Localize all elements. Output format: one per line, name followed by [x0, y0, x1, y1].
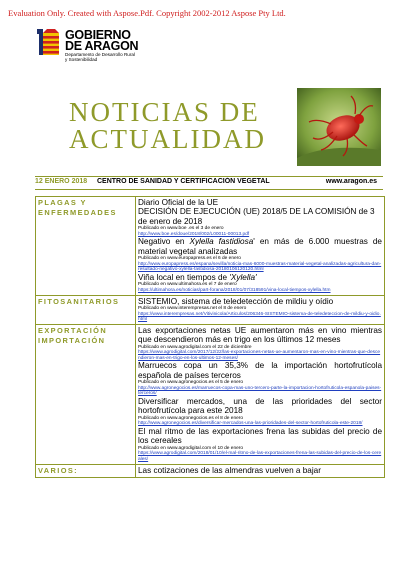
- page-title-line-1: NOTICIAS DE: [69, 97, 260, 127]
- info-bar: [35, 178, 383, 188]
- news-source: Publicado en www.boe .es el 3 de enero: [138, 226, 224, 232]
- news-source: Publicado en www.agrodigital.com el 22 de diciembre: [138, 344, 252, 350]
- logo-department-2: y Sostenibilidad: [65, 57, 98, 62]
- news-source: Publicado en www.agronegocios.es el 8 de enero: [138, 415, 244, 421]
- section-category: PLAGAS Y ENFERMEDADES: [36, 197, 136, 296]
- news-headline: Las cotizaciones de las almendras vuelven a bajar: [138, 465, 321, 475]
- page-title: [69, 99, 266, 153]
- section-row: [36, 197, 385, 296]
- gobierno-aragon-logo: [37, 29, 187, 69]
- watermark: Evaluation Only. Created with Aspose.Pdf. Copyright 2002-2012 Aspose Pty Ltd.: [8, 8, 286, 18]
- news-headline: Marruecos copa un 35,3% de la importación hortofrutícola española de países terceros: [138, 361, 382, 380]
- section-row: [36, 324, 385, 464]
- aragon-flag-icon: [37, 29, 61, 59]
- news-headline: Las exportaciones netas UE aumentaron más en vino mientras que descendieron más en trigo en los últimos 12 meses: [138, 325, 382, 345]
- news-link[interactable]: http://www.boe.es/doue/2018/002/L00011-00013.pdf: [138, 231, 250, 237]
- news-headline: DECISIÓN DE EJECUCIÓN (UE) 2018/5 DE LA COMISIÓN de 3 de enero de 2018: [138, 207, 375, 226]
- section-category: EXPORTACIÓN IMPORTACIÓN: [36, 324, 136, 464]
- news-headline: Diversificar mercados, una de las prioridades del sector hortofrutícola para este 2018: [138, 396, 382, 416]
- section-row: [36, 295, 385, 324]
- news-link[interactable]: http://www.europapress.es/espana/sevilla/noticia-mas-6000-muestras-material-vegetal-analizadas-agricultura-dan-resultado-negativo-xylella-fastidiosa-20180106120120.html: [138, 261, 382, 273]
- news-headline: Viña local en tiempos de 'Xylella': [138, 273, 257, 282]
- news-link[interactable]: http://www.agronegocios.es/marruecos-copa-mas-uno-tercero-parte-la-importacion-hortofruticola-espanola-paises-terceros/: [138, 385, 382, 397]
- section-category: VARIOS:: [36, 464, 136, 477]
- bottom-rule: [35, 189, 383, 190]
- mite-photo: [297, 88, 381, 166]
- section-content: [136, 464, 385, 477]
- section-content: [136, 197, 385, 296]
- news-headline: El mal ritmo de las exportaciones frena las subidas del precio de los cereales: [138, 426, 382, 446]
- logo-line-2: DE ARAGON: [65, 39, 139, 53]
- logo-line-1: GOBIERNO: [65, 28, 131, 42]
- page-title-line-2: ACTUALIDAD: [69, 124, 266, 154]
- news-headline: SISTEMIO, sistema de teledetección de mildiu y oídio: [138, 296, 334, 306]
- logo-department: Departamento de Desarrollo Rural: [65, 52, 135, 57]
- news-source: Publicado en www.ultimahora.es el 7 de enero: [138, 282, 237, 288]
- section-content: [136, 324, 385, 464]
- news-table: [35, 196, 385, 478]
- website-link[interactable]: www.aragon.es: [325, 178, 377, 185]
- news-source: Publicado en www.agronegocios.es el 5 de enero: [138, 380, 244, 386]
- news-source: Publicado en www.europapress.es el 6 de enero: [138, 256, 241, 262]
- news-source: Publicado en www.agrodigital.com el 10 de enero: [138, 445, 244, 451]
- news-headline: Negativo en Xylella fastidiosa' en más de 6.000 muestras de material vegetal analizadas: [138, 237, 382, 256]
- news-link[interactable]: https://www.agrodigital.com/2017/12/22/las-exportaciones-netas-ue-aumentaron-mas-en-vino-mientras-que-descendieron-mas-en-trigo-en-los-ultimos-12-meses/: [138, 350, 381, 361]
- news-link[interactable]: https://www.agrodigital.com/2018/01/10/el-mal-ritmo-de-las-exportaciones-frena-las-subidas-del-precio-de-los-cereales/: [138, 451, 382, 462]
- section-content: [136, 295, 385, 324]
- news-link[interactable]: https://ultimahora.es/noticias/part-forana/2018/01/07/318591/vina-local-tiempos-xylella.htm: [138, 288, 331, 293]
- news-headline: Diario Oficial de la UE: [138, 198, 219, 207]
- news-source: Publicado en www.interempresas.net el 8 de enero: [138, 306, 247, 311]
- top-rule: [35, 176, 383, 177]
- section-row: [36, 464, 385, 477]
- news-link[interactable]: https://www.interempresas.net/Vitivinicola/Articulos/206346-SISTEMIO-sistema-de-teledeteccion-de-mildiu-y-oidio.html: [138, 311, 381, 323]
- issuing-centre: CENTRO DE SANIDAD Y CERTIFICACIÓN VEGETAL: [97, 178, 270, 185]
- news-link[interactable]: http://www.agronegocios.es/diversificar-mercados-una-las-prioridades-del-sector-hortofruticola-este-2018/: [138, 421, 363, 427]
- issue-date: 12 ENERO 2018: [35, 178, 88, 185]
- section-category: FITOSANITARIOS: [36, 295, 136, 324]
